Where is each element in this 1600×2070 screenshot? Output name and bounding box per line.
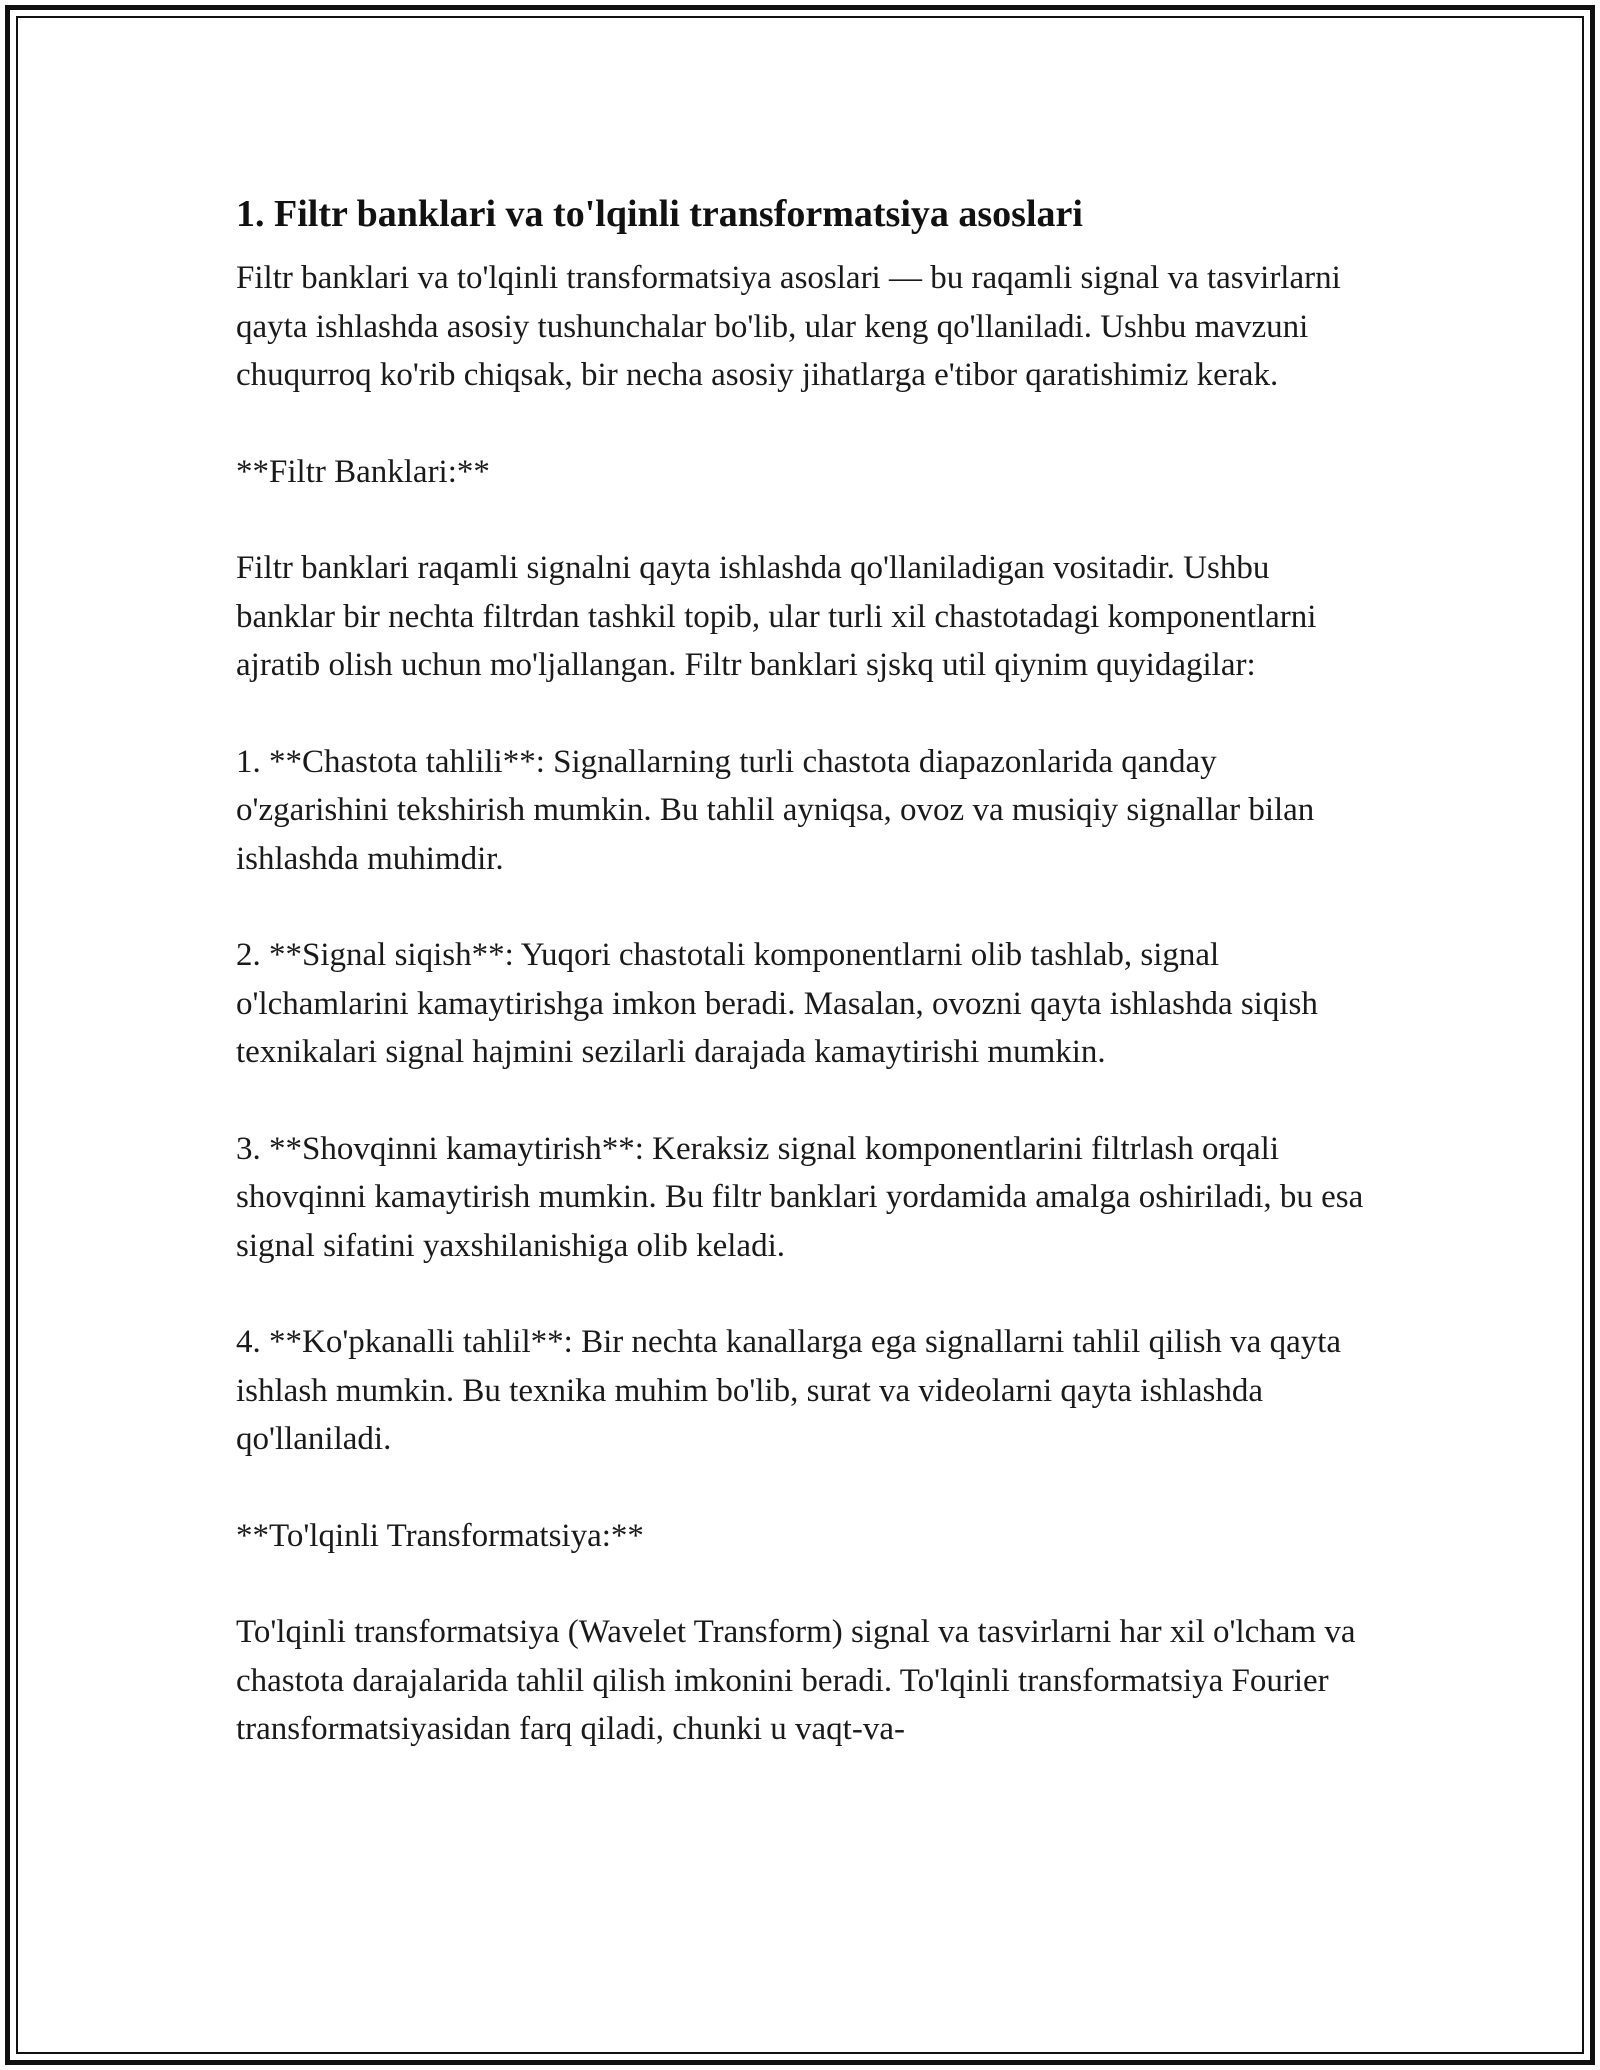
list-item-multichannel-analysis: 4. **Ko'pkanalli tahlil**: Bir nechta kanallarga ega signallarni tahlil qilish va qayta ishlash mumkin. Bu texnika muhim bo'lib, surat va videolarni qayta ishlashda qo'llaniladi. bbox=[236, 1324, 1342, 1457]
filter-banks-paragraph: Filtr banklari raqamli signalni qayta ishlashda qo'llaniladigan vositadir. Ushbu banklar bir nechta filtrdan tashkil topib, ular turli xil chastotadagi komponentlarni ajratib olish uchun mo'ljallangan. Filtr banklari sjskq util qiynim quyidagilar: bbox=[236, 550, 1317, 683]
list-item-frequency-analysis: 1. **Chastota tahlili**: Signallarning turli chastota diapazonlarida qanday o'zgarishini tekshirish mumkin. Bu tahlil ayniqsa, ovoz va musiqiy signallar bilan ishlashda muhimdir. bbox=[236, 743, 1315, 877]
section-heading: 1. Filtr banklari va to'lqinli transformatsiya asoslari bbox=[236, 193, 1083, 235]
wavelet-subheading: **To'lqinli Transformatsiya:** bbox=[236, 1517, 644, 1554]
list-item-noise-reduction: 3. **Shovqinni kamaytirish**: Keraksiz signal komponentlarini filtrlash orqali shovqinni kamaytirish mumkin. Bu filtr banklari yordamida amalga oshiriladi, bu esa signal sifatini yaxshilanishiga olib keladi. bbox=[236, 1130, 1364, 1264]
intro-paragraph: Filtr banklari va to'lqinli transformatsiya asoslari — bu raqamli signal va tasvirlarni qayta ishlashda asosiy tushunchalar bo'lib, ular keng qo'llaniladi. Ushbu mavzuni chuqurroq ko'rib chiqsak, bir necha asosiy jihatlarga e'tibor qaratishimiz kerak. bbox=[236, 260, 1341, 393]
list-item-signal-compression: 2. **Signal siqish**: Yuqori chastotali komponentlarni olib tashlab, signal o'lchamlarini kamaytirishga imkon beradi. Masalan, ovozni qayta ishlashda siqish texnikalari signal hajmini sezilarli darajada kamaytirishi mumkin. bbox=[236, 937, 1318, 1070]
wavelet-paragraph: To'lqinli transformatsiya (Wavelet Transform) signal va tasvirlarni har xil o'lcham va chastota darajalarida tahlil qilish imkonini beradi. To'lqinli transformatsiya Fourier transformatsiyasidan farq qiladi, chunki u vaqt-va- bbox=[236, 1614, 1356, 1747]
document-body bbox=[236, 184, 1376, 1802]
filter-banks-subheading: **Filtr Banklari:** bbox=[236, 453, 490, 490]
